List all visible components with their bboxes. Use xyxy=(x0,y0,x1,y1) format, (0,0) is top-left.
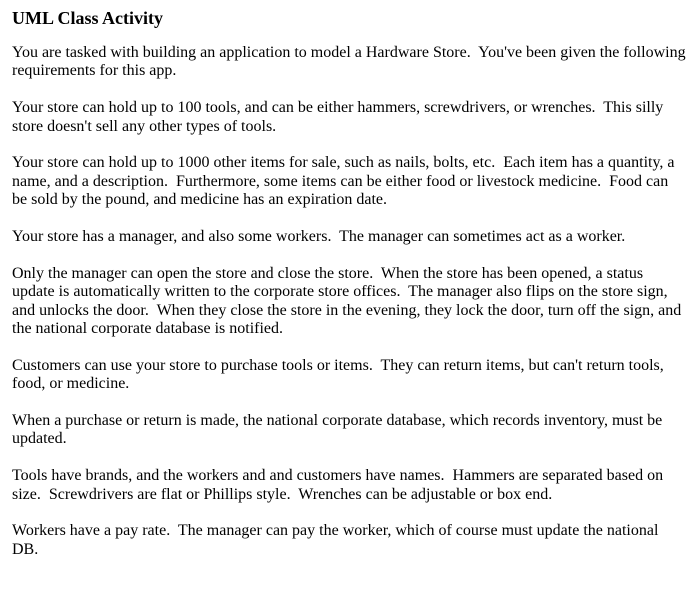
paragraph-open-close: Only the manager can open the store and close the store. When the store has been opened, a status update is automatically written to the corporate store offices. The manager also flips on the store sign, and unlocks the door. When they close the store in the evening, they lock the door, turn off the sign, and the national corporate database is notified. xyxy=(12,264,686,338)
paragraph-attributes: Tools have brands, and the workers and and customers have names. Hammers are separated based on size. Screwdrivers are flat or Phillips style. Wrenches can be adjustable or box end. xyxy=(12,467,668,503)
paragraph-staff: Your store has a manager, and also some workers. The manager can sometimes act as a worker. xyxy=(12,228,626,246)
page-title: UML Class Activity xyxy=(12,8,163,28)
paragraph-items: Your store can hold up to 1000 other items for sale, such as nails, bolts, etc. Each item has a quantity, a name, and a description. Furthermore, some items can be either food or livestock medicine. Food can be sold by the pound, and medicine has an expiration date. xyxy=(12,154,679,209)
paragraph-intro: You are tasked with building an application to model a Hardware Store. You've been given the following requirements for this app. xyxy=(12,44,690,80)
paragraph-pay: Workers have a pay rate. The manager can pay the worker, which of course must update the national DB. xyxy=(12,522,663,558)
paragraph-customers: Customers can use your store to purchase tools or items. They can return items, but can't return tools, food, or medicine. xyxy=(12,356,668,393)
paragraph-database: When a purchase or return is made, the national corporate database, which records inventory, must be updated. xyxy=(12,412,667,448)
paragraph-tools: Your store can hold up to 100 tools, and can be either hammers, screwdrivers, or wrenches. This silly store doesn't sell any other types of tools. xyxy=(12,99,668,135)
